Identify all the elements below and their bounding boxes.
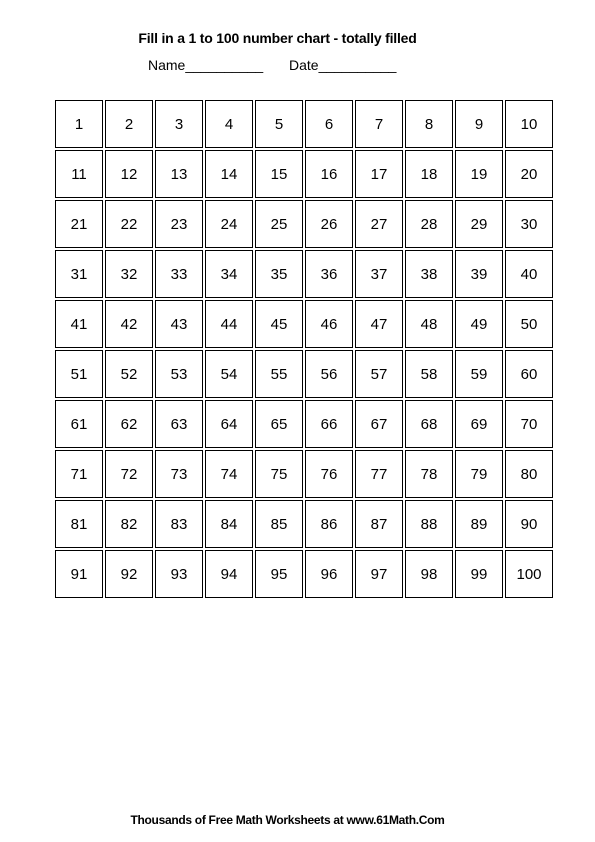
grid-cell: 58 [405,350,453,398]
grid-cell: 49 [455,300,503,348]
grid-cell: 47 [355,300,403,348]
grid-cell: 56 [305,350,353,398]
grid-cell: 48 [405,300,453,348]
grid-cell: 62 [105,400,153,448]
footer-credit: Thousands of Free Math Worksheets at www.61Math.Com [130,813,445,827]
grid-cell: 72 [105,450,153,498]
grid-cell: 25 [255,200,303,248]
grid-cell: 3 [155,100,203,148]
grid-cell: 66 [305,400,353,448]
grid-cell: 10 [505,100,553,148]
grid-cell: 71 [55,450,103,498]
grid-cell: 99 [455,550,503,598]
grid-cell: 90 [505,500,553,548]
grid-cell: 59 [455,350,503,398]
grid-cell: 77 [355,450,403,498]
grid-cell: 91 [55,550,103,598]
grid-cell: 88 [405,500,453,548]
grid-cell: 95 [255,550,303,598]
grid-cell: 84 [205,500,253,548]
grid-cell: 32 [105,250,153,298]
grid-cell: 22 [105,200,153,248]
grid-cell: 79 [455,450,503,498]
grid-cell: 97 [355,550,403,598]
grid-cell: 41 [55,300,103,348]
grid-cell: 9 [455,100,503,148]
date-field: Date__________ [289,57,397,73]
grid-cell: 27 [355,200,403,248]
grid-cell: 53 [155,350,203,398]
grid-cell: 64 [205,400,253,448]
grid-cell: 68 [405,400,453,448]
grid-cell: 2 [105,100,153,148]
grid-cell: 34 [205,250,253,298]
grid-cell: 19 [455,150,503,198]
grid-cell: 24 [205,200,253,248]
grid-cell: 98 [405,550,453,598]
grid-cell: 74 [205,450,253,498]
grid-cell: 28 [405,200,453,248]
grid-cell: 96 [305,550,353,598]
grid-cell: 15 [255,150,303,198]
grid-cell: 78 [405,450,453,498]
name-field: Name__________ [148,57,264,73]
grid-cell: 81 [55,500,103,548]
grid-cell: 75 [255,450,303,498]
grid-cell: 13 [155,150,203,198]
grid-cell: 67 [355,400,403,448]
grid-cell: 31 [55,250,103,298]
grid-cell: 40 [505,250,553,298]
grid-cell: 46 [305,300,353,348]
grid-cell: 6 [305,100,353,148]
grid-cell: 80 [505,450,553,498]
grid-cell: 8 [405,100,453,148]
grid-cell: 57 [355,350,403,398]
grid-cell: 70 [505,400,553,448]
worksheet-title: Fill in a 1 to 100 number chart - totally filled [138,30,417,46]
grid-cell: 21 [55,200,103,248]
grid-cell: 37 [355,250,403,298]
grid-cell: 33 [155,250,203,298]
grid-cell: 26 [305,200,353,248]
grid-cell: 45 [255,300,303,348]
grid-cell: 14 [205,150,253,198]
grid-cell: 11 [55,150,103,198]
grid-cell: 52 [105,350,153,398]
grid-cell: 94 [205,550,253,598]
grid-cell: 1 [55,100,103,148]
grid-cell: 86 [305,500,353,548]
grid-cell: 35 [255,250,303,298]
grid-cell: 69 [455,400,503,448]
grid-cell: 17 [355,150,403,198]
grid-cell: 23 [155,200,203,248]
grid-cell: 55 [255,350,303,398]
grid-cell: 30 [505,200,553,248]
grid-cell: 54 [205,350,253,398]
grid-cell: 36 [305,250,353,298]
grid-cell: 44 [205,300,253,348]
grid-cell: 93 [155,550,203,598]
grid-cell: 43 [155,300,203,348]
grid-cell: 16 [305,150,353,198]
grid-cell: 51 [55,350,103,398]
grid-cell: 39 [455,250,503,298]
grid-cell: 4 [205,100,253,148]
grid-cell: 12 [105,150,153,198]
grid-cell: 100 [505,550,553,598]
grid-cell: 92 [105,550,153,598]
grid-cell: 7 [355,100,403,148]
grid-cell: 38 [405,250,453,298]
grid-cell: 63 [155,400,203,448]
grid-cell: 83 [155,500,203,548]
grid-cell: 89 [455,500,503,548]
grid-cell: 50 [505,300,553,348]
grid-cell: 73 [155,450,203,498]
grid-cell: 42 [105,300,153,348]
grid-cell: 82 [105,500,153,548]
grid-cell: 5 [255,100,303,148]
grid-cell: 87 [355,500,403,548]
grid-cell: 76 [305,450,353,498]
grid-cell: 18 [405,150,453,198]
grid-cell: 85 [255,500,303,548]
grid-cell: 60 [505,350,553,398]
grid-cell: 20 [505,150,553,198]
grid-cell: 65 [255,400,303,448]
number-chart-grid [55,100,555,600]
grid-cell: 61 [55,400,103,448]
grid-cell: 29 [455,200,503,248]
